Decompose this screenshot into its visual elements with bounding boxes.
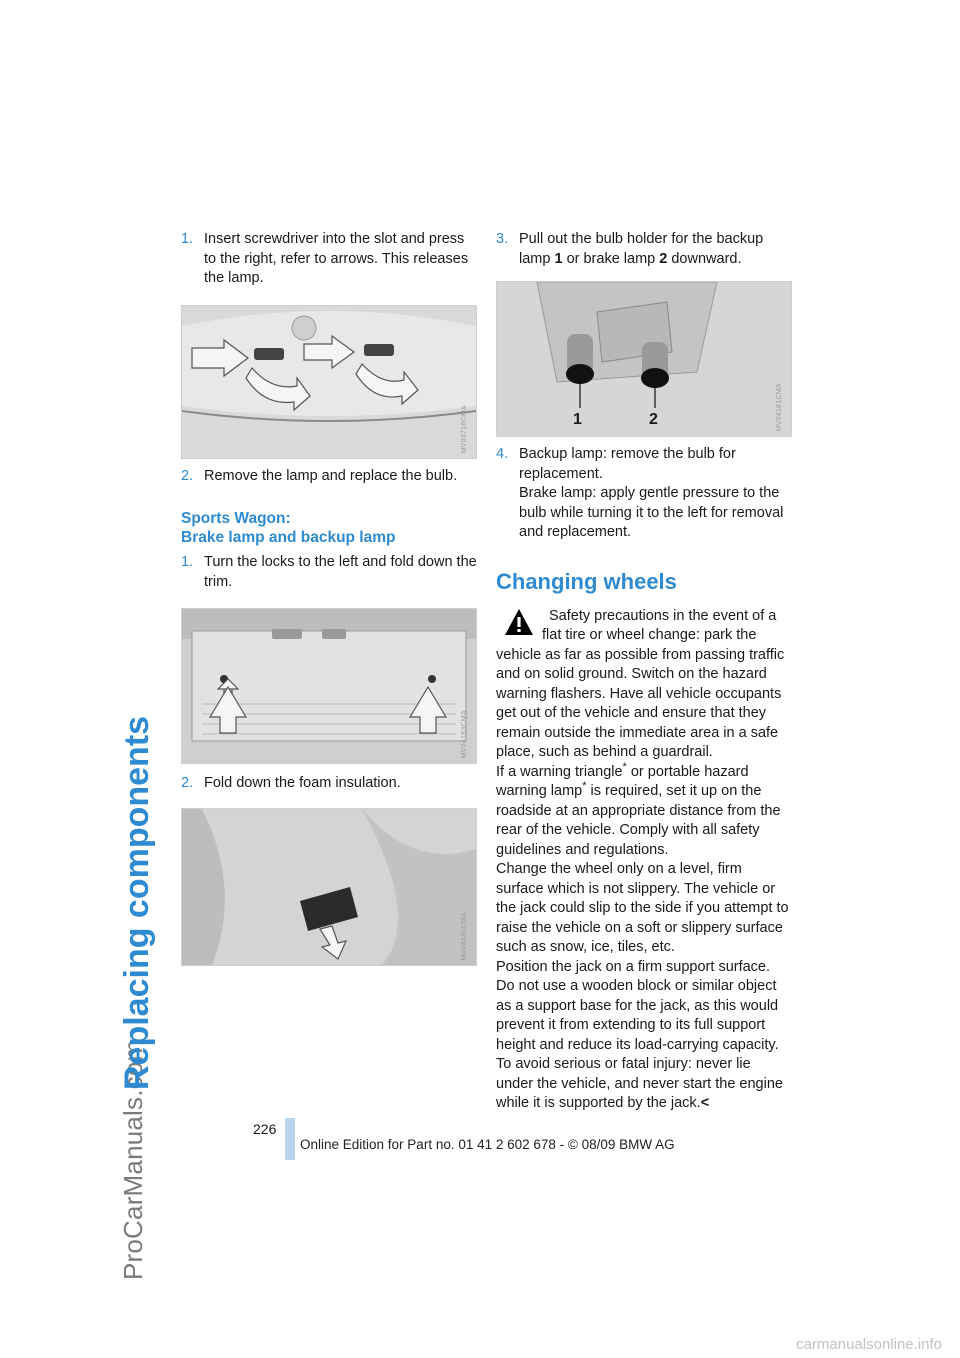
step-4 [496,445,790,543]
trunk-lid-illustration [182,306,476,458]
step-1 [181,230,477,289]
warning-text: is required, set it up on the roadside at an appropriate distance from the rear of the vehicle. Comply with all safety guidelines and regulations. [496,783,781,858]
step-text-a: Pull out the bulb holder for the backup lamp [519,231,764,267]
right-column [496,230,790,1114]
callout-2: 2 [649,411,658,428]
step-text-b: or brake lamp [562,250,660,267]
warning-paragraph-4: Position the jack on a firm support surface. [496,958,771,975]
tailgate-trim-illustration [182,609,476,763]
step-text: Insert screwdriver into the slot and press to the right, refer to arrows. This releases the lamp. [204,231,469,286]
step-text-brake: Brake lamp: apply gentle pressure to the bulb while turning it to the left for removal and replacement. [519,485,784,540]
step-text: Turn the locks to the left and fold down the trim. [204,554,477,590]
figure-tailgate-trim [181,608,477,764]
warning-text: To avoid serious or fatal injury: never lie under the vehicle, and never start the engine while it is supported by the jack. [496,1056,783,1111]
step-number: 4. [496,446,509,462]
section-heading: Changing wheels [496,568,677,594]
page-number: 226 [253,1121,277,1137]
step-number: 3. [496,231,509,247]
foam-insulation-illustration [182,809,476,965]
figure-bulb-holders [496,281,792,437]
watermark: carmanualsonline.info [796,1336,942,1353]
sw-step-2 [181,774,477,794]
subheading-sports-wagon [181,509,477,547]
warning-text: or portable hazard warning lamp [496,763,749,799]
step-text-backup: Backup lamp: remove the bulb for replacement. [519,446,736,482]
warning-paragraph-3: Change the wheel only on a level, firm surface which is not slippery. The vehicle or the jack could slip to the side if you attempt to raise the vehicle on a soft or slippery surface such as snow, ice, tiles, etc. [496,861,789,955]
warning-paragraph-5: Do not use a wooden block or similar object as a support base for the jack, as this would prevent it from extending to its full support height and reduce its load-carrying capacity. [496,978,779,1053]
step-number: 1. [181,231,194,247]
footer-edition-text: Online Edition for Part no. 01 41 2 602 678 - © 08/09 BMW AG [300,1137,675,1152]
step-text-c: downward. [667,250,742,267]
step-number: 2. [181,467,194,484]
figure-code: MV04181CMA [775,383,783,432]
figure-code: MV03716CMA [460,404,468,454]
warning-paragraph-1: Safety precautions in the event of a flat tire or wheel change: park the vehicle as far as possible from passing traffic and on solid ground. Switch on the hazard warning flashers. Have all vehicle occupants get out of the vehicle and ensure that they remain outside the immediate area in a safe place, such as behind a guardrail. [496,607,785,760]
step-number: 1. [181,554,194,570]
step-2 [181,467,477,487]
step-number: 2. [181,775,194,791]
figure-code: MV04183CMA [460,710,468,759]
figure-foam-insulation [181,808,477,966]
warning-text: If a warning triangle [496,763,623,780]
step-text: Fold down the foam insulation. [204,775,401,791]
sidebar-section-title: Replacing components [118,715,156,1090]
callout-1: 1 [573,411,582,428]
warning-triangle-icon [504,608,534,636]
bulb-holder-illustration [497,282,791,436]
sw-step-1 [181,553,477,592]
step-3 [496,230,790,269]
figure-trunk-lid-lamps [181,305,477,459]
label-backup-lamp-number: 1 [554,250,563,267]
asterisk-mark: * [582,780,587,793]
figure-code: MV04180CMA [460,911,468,961]
left-column [181,230,477,966]
footer-accent-bar [285,1118,295,1160]
subheading-line-1: Sports Wagon: [181,510,291,527]
subheading-line-2: Brake lamp and backup lamp [181,529,396,546]
warning-paragraph-2 [496,760,790,861]
end-mark: < [700,1095,710,1111]
step-text: Remove the lamp and replace the bulb. [204,467,458,484]
label-brake-lamp-number: 2 [659,250,668,267]
warning-paragraph-6 [496,1055,790,1114]
asterisk-mark: * [622,760,627,773]
sidebar-site-name: ProCarManuals.com [118,1039,148,1280]
warning-block [496,607,790,1114]
